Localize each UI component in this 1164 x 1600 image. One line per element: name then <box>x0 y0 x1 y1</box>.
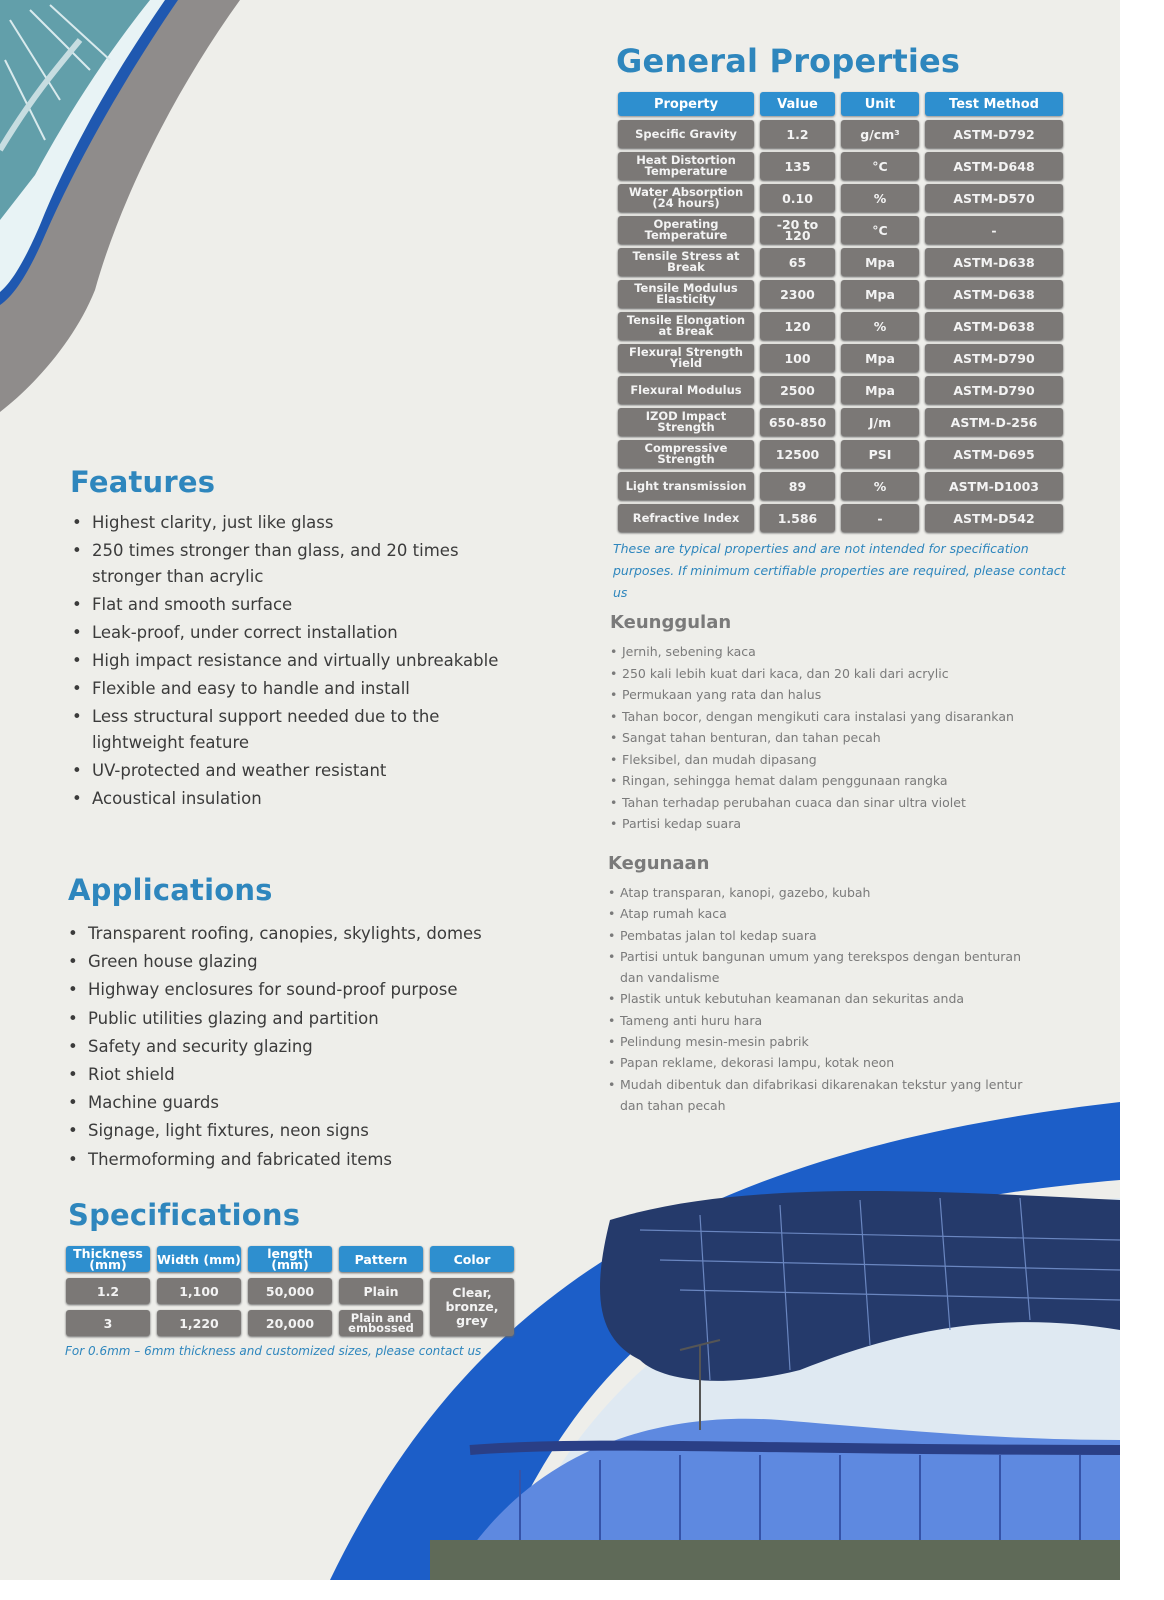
list-item: • Partisi untuk bangunan umum yang terekspos dengan benturan dan vandalisme <box>606 946 1036 989</box>
specifications-title: Specifications <box>68 1198 301 1232</box>
property-method-cell: ASTM-D792 <box>925 120 1063 148</box>
list-item: • 250 times stronger than glass, and 20 times stronger than acrylic <box>70 538 530 590</box>
table-row <box>618 504 1063 532</box>
features-list <box>70 510 530 814</box>
list-item: • Green house glazing <box>66 948 526 976</box>
property-method-cell: ASTM-D790 <box>925 376 1063 404</box>
table-row <box>618 472 1063 500</box>
list-item: • Tahan bocor, dengan mengikuti cara instalasi yang disarankan <box>608 706 1038 728</box>
list-item: • Machine guards <box>66 1089 526 1117</box>
property-method-cell: ASTM-D570 <box>925 184 1063 212</box>
property-unit-cell: Mpa <box>841 344 919 372</box>
list-item: • Pelindung mesin-mesin pabrik <box>606 1031 1036 1052</box>
list-item: • Pembatas jalan tol kedap suara <box>606 925 1036 946</box>
property-value-cell: 135 <box>760 152 835 180</box>
property-name-cell: Flexural Modulus <box>618 376 754 404</box>
table-row <box>618 344 1063 372</box>
property-method-cell: ASTM-D638 <box>925 248 1063 276</box>
property-name-cell: Water Absorption (24 hours) <box>618 184 754 212</box>
property-method-cell: ASTM-D695 <box>925 440 1063 468</box>
list-item: • Thermoforming and fabricated items <box>66 1146 526 1174</box>
property-method-cell: ASTM-D638 <box>925 280 1063 308</box>
list-item: • Riot shield <box>66 1061 526 1089</box>
list-item: • Sangat tahan benturan, dan tahan pecah <box>608 727 1038 749</box>
property-unit-cell: g/cm³ <box>841 120 919 148</box>
property-method-cell: ASTM-D-256 <box>925 408 1063 436</box>
property-value-cell: 12500 <box>760 440 835 468</box>
property-name-cell: Compressive Strength <box>618 440 754 468</box>
list-item: • Fleksibel, dan mudah dipasang <box>608 749 1038 771</box>
spec-cell: 3 <box>66 1310 150 1336</box>
property-value-cell: 89 <box>760 472 835 500</box>
property-unit-cell: Mpa <box>841 376 919 404</box>
applications-title: Applications <box>68 873 273 907</box>
list-item: • Permukaan yang rata dan halus <box>608 684 1038 706</box>
list-item: • Less structural support needed due to the lightweight feature <box>70 704 530 756</box>
spec-cell: 20,000 <box>248 1310 332 1336</box>
list-item: • Acoustical insulation <box>70 786 530 812</box>
property-method-cell: - <box>925 216 1063 244</box>
spec-cell: 50,000 <box>248 1278 332 1304</box>
specifications-note: For 0.6mm – 6mm thickness and customized sizes, please contact us <box>65 1344 482 1358</box>
spec-header-pattern: Pattern <box>339 1246 423 1272</box>
property-unit-cell: % <box>841 472 919 500</box>
column-header: Property <box>618 92 754 116</box>
applications-list <box>66 920 526 1174</box>
column-header: Value <box>760 92 835 116</box>
property-name-cell: IZOD Impact Strength <box>618 408 754 436</box>
property-unit-cell: PSI <box>841 440 919 468</box>
table-row <box>618 216 1063 244</box>
table-row <box>618 408 1063 436</box>
property-name-cell: Specific Gravity <box>618 120 754 148</box>
property-value-cell: 1.586 <box>760 504 835 532</box>
table-row <box>618 184 1063 212</box>
table-row <box>618 440 1063 468</box>
property-method-cell: ASTM-D638 <box>925 312 1063 340</box>
list-item: • Highway enclosures for sound-proof purpose <box>66 976 526 1004</box>
table-row <box>618 120 1063 148</box>
property-unit-cell: °C <box>841 216 919 244</box>
spec-header-width: Width (mm) <box>157 1246 241 1272</box>
spec-header-color: Color <box>430 1246 514 1272</box>
list-item: • Plastik untuk kebutuhan keamanan dan sekuritas anda <box>606 988 1036 1009</box>
list-item: • Flexible and easy to handle and install <box>70 676 530 702</box>
property-unit-cell: °C <box>841 152 919 180</box>
property-method-cell: ASTM-D648 <box>925 152 1063 180</box>
column-header: Unit <box>841 92 919 116</box>
property-name-cell: Tensile Stress at Break <box>618 248 754 276</box>
spec-cell: Plain <box>339 1278 423 1304</box>
property-method-cell: ASTM-D790 <box>925 344 1063 372</box>
property-unit-cell: % <box>841 312 919 340</box>
list-item: • High impact resistance and virtually unbreakable <box>70 648 530 674</box>
list-item: • Flat and smooth surface <box>70 592 530 618</box>
table-row <box>618 280 1063 308</box>
column-header: Test Method <box>925 92 1063 116</box>
property-value-cell: 650-850 <box>760 408 835 436</box>
spec-cell: Plain and embossed <box>339 1310 423 1336</box>
general-properties-rows <box>618 120 1063 532</box>
list-item: • Safety and security glazing <box>66 1033 526 1061</box>
keunggulan-list <box>608 641 1038 835</box>
features-title: Features <box>70 465 216 499</box>
list-item: • Atap rumah kaca <box>606 903 1036 924</box>
property-name-cell: Refractive Index <box>618 504 754 532</box>
property-value-cell: 2500 <box>760 376 835 404</box>
property-name-cell: Tensile Modulus Elasticity <box>618 280 754 308</box>
property-value-cell: -20 to 120 <box>760 216 835 244</box>
general-properties-title: General Properties <box>616 42 961 80</box>
property-unit-cell: Mpa <box>841 280 919 308</box>
property-method-cell: ASTM-D1003 <box>925 472 1063 500</box>
spec-cell: 1,220 <box>157 1310 241 1336</box>
property-unit-cell: Mpa <box>841 248 919 276</box>
property-unit-cell: - <box>841 504 919 532</box>
property-unit-cell: J/m <box>841 408 919 436</box>
list-item: • Partisi kedap suara <box>608 813 1038 835</box>
property-method-cell: ASTM-D542 <box>925 504 1063 532</box>
table-row <box>618 376 1063 404</box>
table-row <box>618 312 1063 340</box>
property-name-cell: Light transmission <box>618 472 754 500</box>
property-value-cell: 1.2 <box>760 120 835 148</box>
property-name-cell: Flexural Strength Yield <box>618 344 754 372</box>
list-item: • Tameng anti huru hara <box>606 1010 1036 1031</box>
list-item: • Tahan terhadap perubahan cuaca dan sinar ultra violet <box>608 792 1038 814</box>
list-item: • Public utilities glazing and partition <box>66 1005 526 1033</box>
spec-header-length: length (mm) <box>248 1246 332 1272</box>
property-value-cell: 120 <box>760 312 835 340</box>
list-item: • UV-protected and weather resistant <box>70 758 530 784</box>
list-item: • Ringan, sehingga hemat dalam penggunaan rangka <box>608 770 1038 792</box>
property-value-cell: 100 <box>760 344 835 372</box>
table-row <box>618 152 1063 180</box>
property-unit-cell: % <box>841 184 919 212</box>
spec-color-cell: Clear, bronze, grey <box>430 1278 514 1336</box>
list-item: • Jernih, sebening kaca <box>608 641 1038 663</box>
property-name-cell: Tensile Elongation at Break <box>618 312 754 340</box>
table-header-row <box>618 92 1063 116</box>
list-item: • Transparent roofing, canopies, skylights, domes <box>66 920 526 948</box>
list-item: • Atap transparan, kanopi, gazebo, kubah <box>606 882 1036 903</box>
list-item: • Leak-proof, under correct installation <box>70 620 530 646</box>
table-row <box>618 248 1063 276</box>
keunggulan-title: Keunggulan <box>610 612 732 633</box>
list-item: • Mudah dibentuk dan difabrikasi dikarenakan tekstur yang lentur dan tahan pecah <box>606 1074 1036 1117</box>
property-value-cell: 2300 <box>760 280 835 308</box>
kegunaan-title: Kegunaan <box>608 853 710 874</box>
general-properties-note: These are typical properties and are not intended for specification purposes. If minimum certifiable properties are required, please contact us <box>613 541 1066 600</box>
property-name-cell: Heat Distortion Temperature <box>618 152 754 180</box>
property-name-cell: Operating Temperature <box>618 216 754 244</box>
property-value-cell: 65 <box>760 248 835 276</box>
general-properties-table <box>612 88 1069 536</box>
spec-cell: 1.2 <box>66 1278 150 1304</box>
spec-cell: 1,100 <box>157 1278 241 1304</box>
list-item: • Highest clarity, just like glass <box>70 510 530 536</box>
list-item: • Papan reklame, dekorasi lampu, kotak neon <box>606 1052 1036 1073</box>
list-item: • 250 kali lebih kuat dari kaca, dan 20 kali dari acrylic <box>608 663 1038 685</box>
list-item: • Signage, light fixtures, neon signs <box>66 1117 526 1145</box>
property-value-cell: 0.10 <box>760 184 835 212</box>
kegunaan-list <box>606 882 1036 1116</box>
spec-header-thickness: Thickness (mm) <box>66 1246 150 1272</box>
